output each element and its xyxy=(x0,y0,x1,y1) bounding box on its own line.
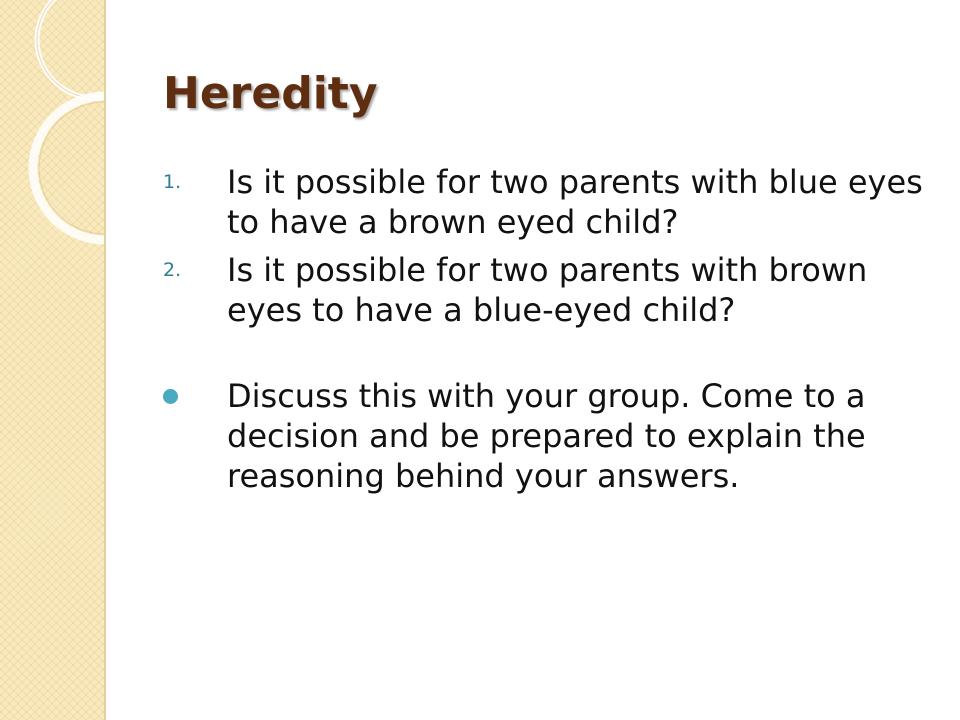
spacer xyxy=(163,338,923,376)
slide-title: Heredity xyxy=(163,68,378,119)
bullet-marker xyxy=(163,376,227,416)
numbered-item xyxy=(163,250,923,330)
bullet-item xyxy=(163,376,923,496)
decorative-side-band xyxy=(0,0,106,720)
list-number: 1. xyxy=(163,171,182,193)
instruction-text: Discuss this with your group. Come to a decision and be prepared to explain the reasoning behind your answers. xyxy=(227,377,866,495)
slide-content xyxy=(163,162,923,504)
list-number: 2. xyxy=(163,259,182,281)
bullet-dot-icon xyxy=(163,389,178,404)
numbered-item xyxy=(163,162,923,242)
question-text: Is it possible for two parents with brown eyes to have a blue-eyed child? xyxy=(227,251,868,329)
ring-decoration-icon xyxy=(0,0,104,720)
question-text: Is it possible for two parents with blue eyes to have a brown eyed child? xyxy=(227,163,923,241)
